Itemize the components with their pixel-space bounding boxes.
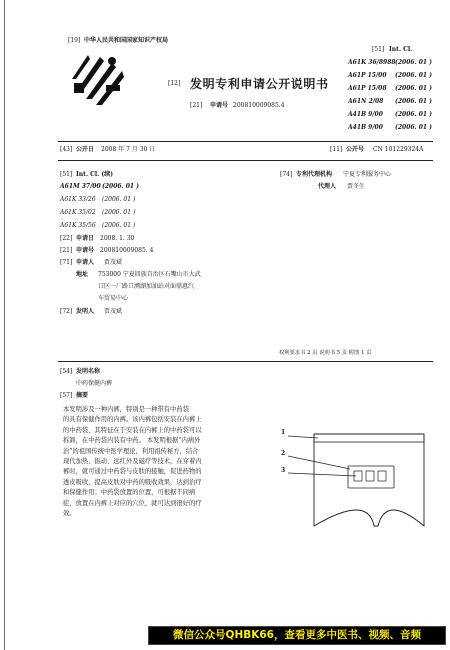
- abstract-line: 透皮吸收，提高皮肤对中药的吸收效果，达到治疗: [63, 478, 202, 486]
- figure-label: 1: [281, 429, 286, 436]
- ipc-code-cont: A61K 35/02: [60, 209, 96, 216]
- address-line: 车贸易中心: [98, 295, 129, 302]
- invention-title-label: 发明名称: [76, 368, 101, 375]
- applicant-name: 贾茂斌: [104, 259, 123, 266]
- int-cl-label-header: Int. Cl.: [389, 46, 413, 53]
- divider-bottom: [58, 160, 433, 161]
- filing-date-label: 申请日: [76, 235, 95, 242]
- abstract-text: [63, 405, 271, 519]
- ipc-code-cont: A61K 35/56: [60, 222, 96, 229]
- page-count-summary: 权利要求书 2 页 说明书 5 页 附图 1 页: [279, 350, 372, 356]
- field-code-51-cont: [51]: [60, 171, 73, 178]
- abstract-line: 的中药袋，其特征在于安装在内裤上的中药袋可以: [63, 426, 202, 434]
- ipc-version-cont: (2006. 01 ): [102, 209, 136, 216]
- promo-banner-text: 微信公众号QHBK66，查看更多中医书、视频、音频: [173, 629, 421, 641]
- sipo-emblem-icon: [66, 49, 128, 109]
- application-number: 200810009085. 4: [100, 247, 154, 254]
- ipc-code: A61P 15/08: [348, 85, 387, 92]
- abstract-line: 本发明涉及一种内裤，特别是一种带有中药袋: [63, 406, 189, 413]
- underwear-figure-diagram: [278, 420, 428, 532]
- ipc-code: A41B 9/00: [348, 111, 383, 118]
- figure-label: 2: [281, 450, 286, 457]
- publication-number: CN 101229324A: [373, 146, 424, 153]
- ipc-version: (2006. 01 ): [395, 85, 432, 92]
- patent-agency: 宁夏专利服务中心: [343, 171, 392, 178]
- application-number-label: 申请号: [76, 247, 95, 254]
- ipc-version: (2006. 01 ): [395, 111, 432, 118]
- field-code-11: [11]: [330, 146, 343, 153]
- abstract-line: 的具有保健作用的内裤。该内裤包括安装在内裤上: [63, 416, 202, 424]
- abstract-line: 症，放置在内裤上对应的穴位，就可达到很好的疗: [63, 499, 202, 507]
- document-type-title: 发明专利申请公开说明书: [190, 77, 329, 91]
- applicant-label: 申请人: [76, 259, 95, 266]
- publication-number-label: 公开号: [346, 146, 365, 153]
- field-code-19: [19]: [68, 37, 81, 44]
- field-code-22: [22]: [60, 235, 73, 242]
- ipc-version: (2006. 01 ): [395, 72, 432, 79]
- ipc-version: (2006. 01 ): [395, 98, 432, 105]
- ipc-version-cont: (2006. 01 ): [102, 183, 139, 190]
- figure-label: 3: [281, 467, 286, 474]
- agent-label: 代理人: [318, 183, 337, 190]
- address-line: 口区一厂路口溯湖加油站对面鼎惠汽: [98, 283, 195, 290]
- inventor-name: 贾茂斌: [104, 308, 123, 315]
- field-code-43: [43]: [60, 146, 73, 153]
- issuing-office: 中华人民共和国国家知识产权局: [84, 37, 169, 44]
- filing-date: 2008. 1. 30: [100, 235, 135, 242]
- ipc-code-cont: A61K 33/26: [60, 196, 96, 203]
- field-code-71: [71]: [60, 259, 73, 266]
- ipc-code: A61N 2/08: [348, 98, 384, 105]
- field-code-51-header: [51]: [372, 46, 385, 53]
- field-code-54: [54]: [60, 368, 73, 375]
- field-code-21: [21]: [60, 247, 73, 254]
- application-number-header: 200810009085.4: [233, 102, 285, 109]
- abstract-line: 效。: [63, 510, 76, 518]
- divider-pages: [58, 361, 433, 362]
- field-code-74: [74]: [280, 171, 293, 178]
- inventor-label: 发明人: [76, 308, 95, 315]
- ipc-code: A61P 15/00: [348, 72, 387, 79]
- ipc-code: A61K 36/8988: [348, 59, 396, 66]
- abstract-label: 摘要: [76, 392, 89, 399]
- field-code-21-header: [21]: [190, 102, 203, 109]
- ipc-version: (2006. 01 ): [395, 124, 432, 131]
- field-code-57: [57]: [60, 392, 73, 399]
- ipc-version-cont: (2006. 01 ): [102, 196, 136, 203]
- ipc-code-cont: A61M 37/00: [60, 183, 101, 190]
- invention-title: 中药保健内裤: [76, 380, 113, 387]
- field-code-12: [12]: [168, 80, 181, 87]
- ipc-version: (2006. 01 ): [395, 59, 432, 66]
- publication-date: 2008 年 7 月 30 日: [101, 146, 156, 153]
- application-number-label-header: 申请号: [210, 102, 229, 109]
- publication-date-label: 公开日: [76, 146, 95, 153]
- ipc-version-cont: (2006. 01 ): [102, 222, 136, 229]
- abstract-line: 治”的祖国传统中医学理论，利用祖传秘方，结合: [63, 447, 199, 455]
- divider-top: [58, 141, 433, 142]
- abstract-line: 裤时，就可通过中药袋与皮肤的接触，促进药物的: [63, 468, 202, 476]
- field-code-72: [72]: [60, 308, 73, 315]
- abstract-line: 拆卸，在中药袋内装有中药。 本发明根据“内病外: [63, 437, 201, 445]
- int-cl-continued-label: Int. Cl. (续): [76, 171, 114, 178]
- address-label: 地址: [76, 271, 89, 278]
- wechat-promo-banner: [148, 626, 446, 645]
- abstract-line: 和保健作用；中药袋放置的位置，可根据不同病: [63, 489, 196, 497]
- abstract-line: 现代加热、振动、远红外及磁疗等技术，在穿着内: [63, 458, 202, 466]
- agent-name: 贾冬生: [347, 183, 366, 190]
- address-line: 753000 宁夏回族自治区石嘴山市大武: [98, 271, 201, 278]
- page-edge-line: [4, 0, 5, 650]
- ipc-code: A41B 9/00: [348, 124, 383, 131]
- patent-agency-label: 专利代理机构: [296, 171, 333, 178]
